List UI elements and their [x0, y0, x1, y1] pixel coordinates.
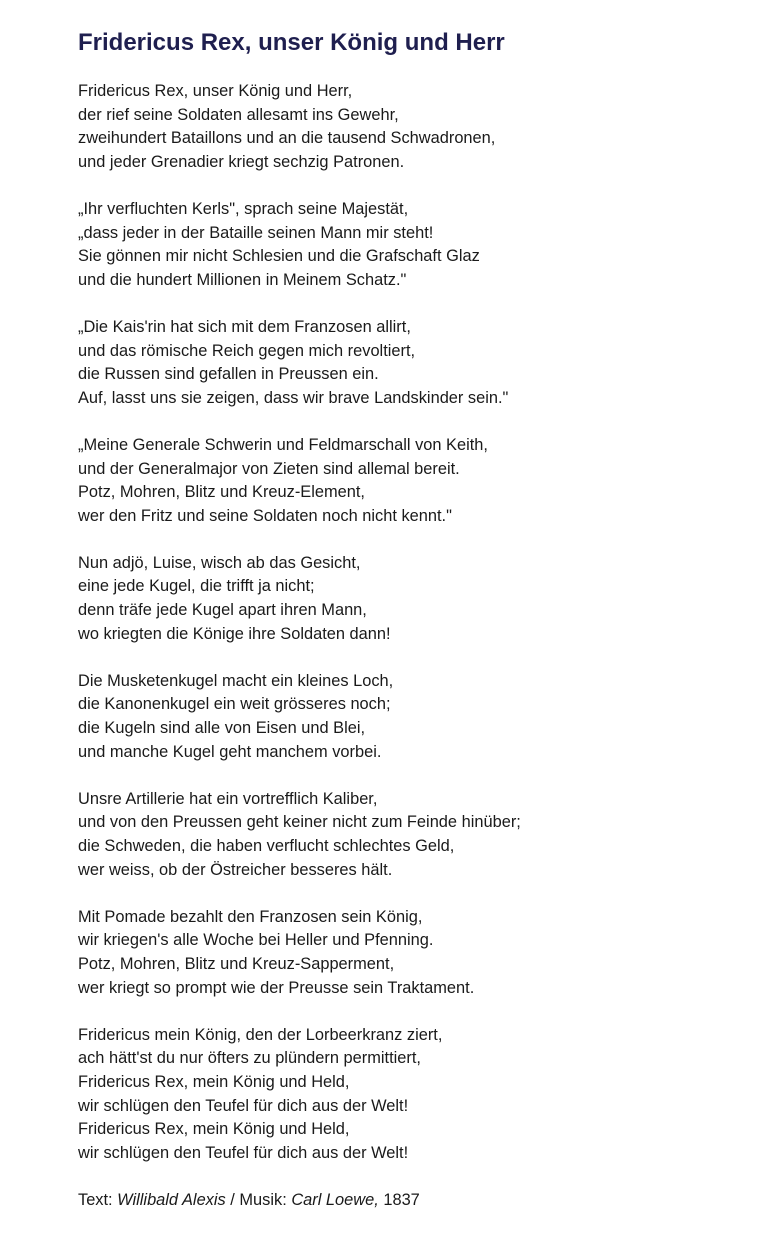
poem-line: Fridericus mein König, den der Lorbeerkranz ziert,	[78, 1025, 443, 1044]
credits-line	[78, 1189, 748, 1213]
poem-line: und von den Preussen geht keiner nicht zum Feinde hinüber;	[78, 813, 521, 832]
poem-line: Nun adjö, Luise, wisch ab das Gesicht,	[78, 553, 361, 572]
poem-line: eine jede Kugel, die trifft ja nicht;	[78, 577, 315, 596]
poem-line: „Die Kais'rin hat sich mit dem Franzosen allirt,	[78, 317, 411, 336]
poem-line: Potz, Mohren, Blitz und Kreuz-Element,	[78, 483, 365, 502]
poem-line: und das römische Reich gegen mich revoltiert,	[78, 341, 416, 360]
poem-line: wer kriegt so prompt wie der Preusse sein Traktament.	[78, 978, 475, 997]
stanza	[78, 670, 748, 764]
poem-line: wo kriegten die Könige ihre Soldaten dann!	[78, 624, 391, 643]
poem-line: der rief seine Soldaten allesamt ins Gewehr,	[78, 105, 399, 124]
poem-line: die Kugeln sind alle von Eisen und Blei,	[78, 719, 366, 738]
music-label: / Musik:	[225, 1190, 292, 1209]
poem-line: wir schlügen den Teufel für dich aus der Welt!	[78, 1143, 409, 1162]
poem-line: Potz, Mohren, Blitz und Kreuz-Sapperment,	[78, 954, 395, 973]
poem-line: und der Generalmajor von Zieten sind allemal bereit.	[78, 459, 460, 478]
poem-line: wer den Fritz und seine Soldaten noch nicht kennt."	[78, 506, 452, 525]
stanza	[78, 906, 748, 1000]
poem-line: Die Musketenkugel macht ein kleines Loch,	[78, 671, 394, 690]
stanza	[78, 80, 748, 174]
lyricist-name: Willibald Alexis	[117, 1190, 226, 1209]
poem-line: und die hundert Millionen in Meinem Schatz."	[78, 270, 407, 289]
poem-line: Mit Pomade bezahlt den Franzosen sein König,	[78, 907, 423, 926]
stanza	[78, 434, 748, 528]
poem-line: ach hätt'st du nur öfters zu plündern permittiert,	[78, 1049, 421, 1068]
poem-line: Fridericus Rex, mein König und Held,	[78, 1120, 350, 1139]
poem-line: die Kanonenkugel ein weit grösseres noch;	[78, 695, 391, 714]
poem-line: Auf, lasst uns sie zeigen, dass wir brave Landskinder sein."	[78, 388, 509, 407]
poem-line: „Meine Generale Schwerin und Feldmarschall von Keith,	[78, 435, 488, 454]
poem-body	[78, 80, 748, 1165]
document-page	[78, 28, 748, 1213]
text-label: Text:	[78, 1190, 118, 1209]
poem-line: „dass jeder in der Bataille seinen Mann mir steht!	[78, 223, 434, 242]
poem-line: Sie gönnen mir nicht Schlesien und die Grafschaft Glaz	[78, 247, 480, 266]
poem-line: Fridericus Rex, unser König und Herr,	[78, 82, 353, 100]
poem-line: Fridericus Rex, mein König und Held,	[78, 1072, 350, 1091]
poem-line: wer weiss, ob der Östreicher besseres hält.	[78, 860, 393, 879]
poem-line: zweihundert Bataillons und an die tausend Schwadronen,	[78, 129, 496, 148]
poem-line: und manche Kugel geht manchem vorbei.	[78, 742, 382, 761]
poem-line: wir kriegen's alle Woche bei Heller und Pfenning.	[78, 931, 434, 950]
poem-title: Fridericus Rex, unser König und Herr	[78, 29, 505, 56]
stanza	[78, 552, 748, 646]
poem-line: und jeder Grenadier kriegt sechzig Patronen.	[78, 152, 405, 171]
poem-line: denn träfe jede Kugel apart ihren Mann,	[78, 601, 367, 620]
stanza	[78, 198, 748, 292]
stanza	[78, 1024, 748, 1166]
composer-name: Carl Loewe,	[291, 1190, 379, 1209]
stanza	[78, 788, 748, 882]
stanza	[78, 316, 748, 410]
poem-line: Unsre Artillerie hat ein vortrefflich Kaliber,	[78, 789, 378, 808]
poem-line: die Schweden, die haben verflucht schlechtes Geld,	[78, 837, 455, 855]
credits-year: 1837	[378, 1190, 420, 1209]
poem-line: wir schlügen den Teufel für dich aus der Welt!	[78, 1096, 409, 1115]
poem-line: „Ihr verfluchten Kerls", sprach seine Majestät,	[78, 199, 409, 218]
poem-line: die Russen sind gefallen in Preussen ein.	[78, 365, 379, 384]
